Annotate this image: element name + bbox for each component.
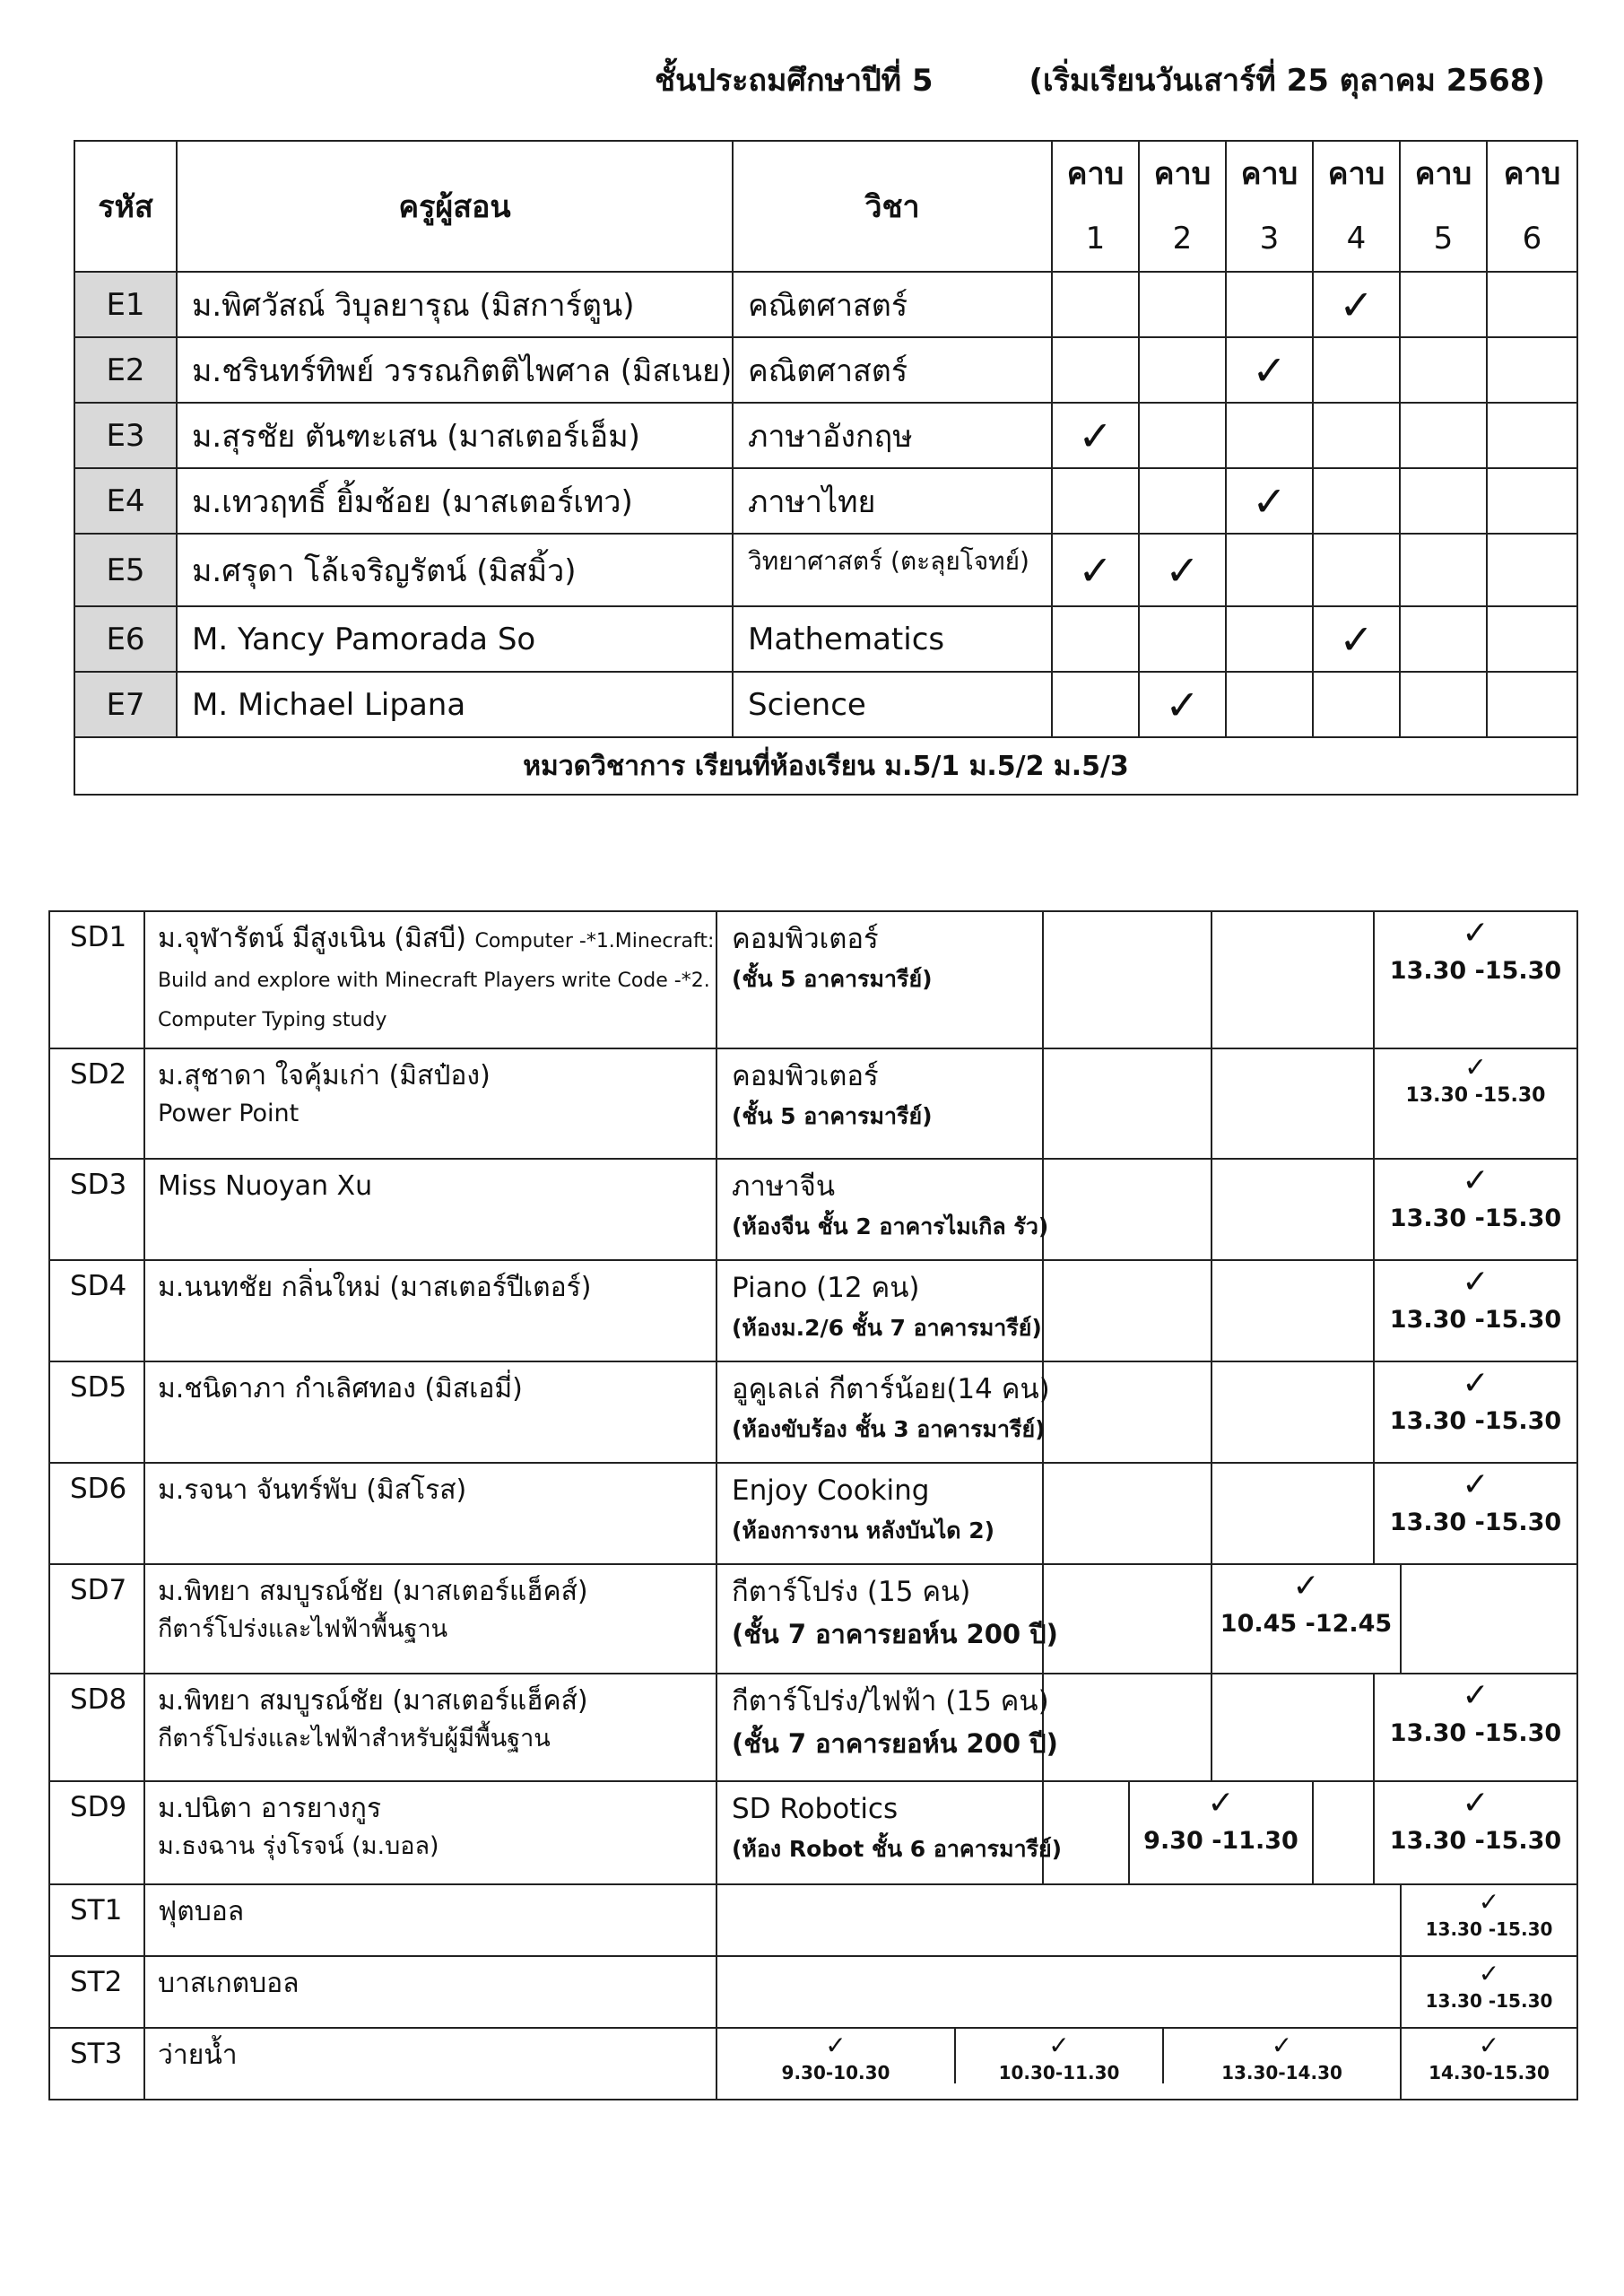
row-teacher: ม.ชรินทร์ทิพย์ วรรณกิตติไพศาล (มิสเนย) (177, 337, 733, 403)
slot-time: 13.30 -15.30 (1389, 1204, 1562, 1232)
slot-time: 13.30 -15.30 (1389, 1305, 1562, 1334)
row-code: E3 (74, 403, 177, 468)
row-teacher-line2: กีตาร์โปร่งและไฟฟ้าพื้นฐาน (158, 1614, 448, 1643)
row-teacher: ม.ปนิตา อารยางกูร ม.ธงฉาน รุ่งโรจน์ (ม.บอล) (144, 1781, 716, 1884)
row-subject: คณิตศาสตร์ (733, 272, 1052, 337)
check-icon: ✓ (1462, 915, 1489, 952)
row-teacher: ม.พิทยา สมบูรณ์ชัย (มาสเตอร์แฮ็คส์) กีตาร์โปร่งและไฟฟ้าพื้นฐาน (144, 1564, 716, 1674)
row-location: (ห้องม.2/6 ชั้น 7 อาคารมารีย์) (732, 1314, 1042, 1341)
row-teacher: M. Michael Lipana (177, 672, 733, 737)
row-subject: อูคูเลเล่ กีตาร์น้อย(14 คน) (ห้องขับร้อง ชั้น 3 อาคารมารีย์) (716, 1361, 1043, 1463)
check-icon: ✓ (1048, 2031, 1070, 2060)
slot-time: 13.30 -15.30 (1389, 1718, 1562, 1747)
table-row (49, 1463, 1577, 1564)
check-icon: ✓ (1478, 1887, 1500, 1917)
table-row (49, 1781, 1577, 1884)
header-period-6: คาบ 6 (1487, 141, 1577, 272)
check-icon: ✓ (1462, 1677, 1489, 1714)
check-icon: ✓ (1052, 403, 1139, 468)
time-slot (1374, 1463, 1577, 1564)
time-slot (1374, 1260, 1577, 1361)
check-icon: ✓ (1139, 534, 1226, 606)
row-teacher: ฟุตบอล (144, 1884, 716, 1956)
check-icon: ✓ (1462, 1785, 1489, 1822)
row-teacher: ม.นนทชัย กลิ่นใหม่ (มาสเตอร์ปีเตอร์) (144, 1260, 716, 1361)
swim-time-slots (717, 2029, 1400, 2083)
row-location: (ห้องการงาน หลังบันได 2) (732, 1517, 995, 1544)
table-row (49, 1048, 1577, 1159)
table-row (49, 1159, 1577, 1260)
check-icon: ✓ (1313, 606, 1400, 672)
activity-schedule-table (48, 910, 1578, 2100)
time-slot (1211, 1564, 1401, 1674)
row-teacher: ม.ศรุดา โล้เจริญรัตน์ (มิสมิ้ว) (177, 534, 733, 606)
row-location: (ห้อง Robot ชั้น 6 อาคารมารีย์) (732, 1835, 1063, 1862)
time-slot (1374, 1361, 1577, 1463)
table-row (74, 403, 1577, 468)
row-subject: กีตาร์โปร่ง (15 คน) (ชั้น 7 อาคารยอห์น 200 ปี) (716, 1564, 1043, 1674)
table-row (49, 1674, 1577, 1781)
row-teacher: ม.สุรชัย ตันฑะเสน (มาสเตอร์เอ็ม) (177, 403, 733, 468)
row-teacher: Miss Nuoyan Xu (144, 1159, 716, 1260)
time-slot (1401, 2028, 1577, 2100)
table-row (74, 337, 1577, 403)
grade-label: ชั้นประถมศึกษาปีที่ 5 (655, 63, 934, 99)
row-teacher: ม.พิทยา สมบูรณ์ชัย (มาสเตอร์แฮ็คส์) กีตาร์โปร่งและไฟฟ้าสำหรับผู้มีพื้นฐาน (144, 1674, 716, 1781)
table-row (49, 911, 1577, 1048)
row-subject: ภาษาจีน (ห้องจีน ชั้น 2 อาคารไมเกิล รัว) (716, 1159, 1043, 1260)
page-title (655, 56, 1545, 104)
slot-time: 13.30 -15.30 (1389, 956, 1562, 985)
row-subject: วิทยาศาสตร์ (ตะลุยโจทย์) (733, 534, 1052, 606)
table-row (49, 1956, 1577, 2028)
time-slot (1374, 1781, 1577, 1884)
row-subject: คอมพิวเตอร์ (ชั้น 5 อาคารมารีย์) (716, 1048, 1043, 1159)
row-code: E4 (74, 468, 177, 534)
slot-time: 9.30 -11.30 (1143, 1826, 1298, 1855)
slot-time: 13.30 -15.30 (1425, 1918, 1553, 1940)
check-icon: ✓ (1139, 672, 1226, 737)
row-subject: SD Robotics (ห้อง Robot ชั้น 6 อาคารมารีย์) (716, 1781, 1043, 1884)
row-teacher: ม.เทวฤทธิ์ ยิ้มช้อย (มาสเตอร์เทว) (177, 468, 733, 534)
row-subject: Piano (12 คน) (ห้องม.2/6 ชั้น 7 อาคารมารีย์) (716, 1260, 1043, 1361)
check-icon: ✓ (1052, 534, 1139, 606)
table-row (49, 2028, 1577, 2100)
row-location: (ชั้น 5 อาคารมารีย์) (732, 965, 933, 992)
header-period-1: คาบ 1 (1052, 141, 1139, 272)
row-teacher: ม.พิศวัสณ์ วิบุลยารุณ (มิสการ์ตูน) (177, 272, 733, 337)
time-slot (1129, 1781, 1313, 1884)
row-subject: ภาษาอังกฤษ (733, 403, 1052, 468)
row-subject: Mathematics (733, 606, 1052, 672)
check-icon: ✓ (1478, 1959, 1500, 1988)
time-slot (956, 2029, 1164, 2083)
time-slot (1401, 1956, 1577, 2028)
row-subject: กีตาร์โปร่ง/ไฟฟ้า (15 คน) (ชั้น 7 อาคารยอห์น 200 ปี) (716, 1674, 1043, 1781)
row-code: SD6 (49, 1463, 144, 1564)
time-slot (1374, 1159, 1577, 1260)
check-icon: ✓ (825, 2031, 847, 2060)
time-slot (1401, 1884, 1577, 1956)
slot-time: 10.30-11.30 (998, 2061, 1120, 2083)
table-row (49, 1564, 1577, 1674)
check-icon: ✓ (1478, 2031, 1500, 2060)
start-date: (เริ่มเรียนวันเสาร์ที่ 25 ตุลาคม 2568) (1029, 63, 1545, 99)
slot-time: 9.30-10.30 (781, 2061, 890, 2083)
header-period-2: คาบ 2 (1139, 141, 1226, 272)
table-footer-row (74, 737, 1577, 795)
row-code: SD1 (49, 911, 144, 1048)
row-subject: Enjoy Cooking (ห้องการงาน หลังบันได 2) (716, 1463, 1043, 1564)
row-location: (ชั้น 5 อาคารมารีย์) (732, 1102, 933, 1129)
table-row (74, 672, 1577, 737)
row-location: (ชั้น 7 อาคารยอห์น 200 ปี) (732, 1618, 1058, 1649)
table-row (49, 1361, 1577, 1463)
row-code: SD4 (49, 1260, 144, 1361)
table-row (49, 1260, 1577, 1361)
check-icon: ✓ (1226, 337, 1313, 403)
row-code: SD7 (49, 1564, 144, 1674)
header-teacher: ครูผู้สอน (177, 141, 733, 272)
time-slot (1374, 1674, 1577, 1781)
table-row (74, 468, 1577, 534)
header-subject: วิชา (733, 141, 1052, 272)
row-code: SD8 (49, 1674, 144, 1781)
check-icon: ✓ (1462, 1264, 1489, 1300)
time-slot (1164, 2029, 1400, 2083)
row-teacher: ม.รจนา จันทร์พับ (มิสโรส) (144, 1463, 716, 1564)
row-teacher-note: Computer -*1.Minecraft: Build and explore with Minecraft Players write Code -*2. Computer Typing study (158, 930, 715, 1031)
row-subject: คณิตศาสตร์ (733, 337, 1052, 403)
slot-time: 13.30 -15.30 (1389, 1406, 1562, 1435)
row-code: E2 (74, 337, 177, 403)
row-code: E5 (74, 534, 177, 606)
row-code: ST3 (49, 2028, 144, 2100)
row-subject: ภาษาไทย (733, 468, 1052, 534)
table-row (74, 272, 1577, 337)
row-subject: คอมพิวเตอร์ (ชั้น 5 อาคารมารีย์) (716, 911, 1043, 1048)
row-teacher: บาสเกตบอล (144, 1956, 716, 2028)
row-teacher: ม.สุชาดา ใจคุ้มเก่า (มิสป๋อง) Power Point (144, 1048, 716, 1159)
slot-time: 10.45 -12.45 (1220, 1609, 1393, 1638)
row-teacher: ม.จุฬารัตน์ มีสูงเนิน (มิสบี) Computer -*1.Minecraft: Build and explore with Minecraft Players write Code -*2. Computer Typing study (144, 911, 716, 1048)
header-code: รหัส (74, 141, 177, 272)
row-code: SD9 (49, 1781, 144, 1884)
table-row (74, 606, 1577, 672)
check-icon: ✓ (1313, 272, 1400, 337)
academic-schedule-table (74, 140, 1578, 796)
time-slot (717, 2029, 956, 2083)
row-code: ST1 (49, 1884, 144, 1956)
slot-time: 14.30-15.30 (1429, 2061, 1550, 2083)
row-teacher-line2: ม.ธงฉาน รุ่งโรจน์ (ม.บอล) (158, 1831, 439, 1860)
row-code: E7 (74, 672, 177, 737)
check-icon: ✓ (1271, 2031, 1293, 2060)
table-footer-note: หมวดวิชาการ เรียนที่ห้องเรียน ม.5/1 ม.5/2 ม.5/3 (74, 737, 1577, 795)
header-period-5: คาบ 5 (1400, 141, 1487, 272)
row-teacher-line2: Power Point (158, 1099, 300, 1127)
table-row (74, 534, 1577, 606)
row-location: (ห้องจีน ชั้น 2 อาคารไมเกิล รัว) (732, 1213, 1049, 1239)
row-teacher: M. Yancy Pamorada So (177, 606, 733, 672)
row-teacher: ว่ายน้ำ (144, 2028, 716, 2100)
time-slot (1374, 1048, 1577, 1159)
slot-time: 13.30 -15.30 (1425, 1989, 1553, 2012)
row-location: (ชั้น 7 อาคารยอห์น 200 ปี) (732, 1727, 1058, 1759)
row-code: E6 (74, 606, 177, 672)
header-period-4: คาบ 4 (1313, 141, 1400, 272)
time-slot (1374, 911, 1577, 1048)
row-subject: Science (733, 672, 1052, 737)
check-icon: ✓ (1462, 1466, 1489, 1503)
row-code: ST2 (49, 1956, 144, 2028)
slot-time: 13.30-14.30 (1221, 2061, 1342, 2083)
row-teacher-line2: กีตาร์โปร่งและไฟฟ้าสำหรับผู้มีพื้นฐาน (158, 1724, 551, 1752)
row-teacher: ม.ชนิดาภา กำเลิศทอง (มิสเอมี่) (144, 1361, 716, 1463)
row-location: (ห้องขับร้อง ชั้น 3 อาคารมารีย์) (732, 1415, 1046, 1442)
slot-time: 13.30 -15.30 (1389, 1508, 1562, 1536)
table-row (49, 1884, 1577, 1956)
check-icon: ✓ (1226, 468, 1313, 534)
slot-time: 13.30 -15.30 (1389, 1826, 1562, 1855)
table-header-row (74, 141, 1577, 272)
row-code: SD3 (49, 1159, 144, 1260)
check-icon: ✓ (1463, 1052, 1488, 1083)
check-icon: ✓ (1292, 1568, 1320, 1605)
header-period-3: คาบ 3 (1226, 141, 1313, 272)
row-code: E1 (74, 272, 177, 337)
row-code: SD2 (49, 1048, 144, 1159)
row-code: SD5 (49, 1361, 144, 1463)
check-icon: ✓ (1462, 1365, 1489, 1402)
check-icon: ✓ (1207, 1785, 1235, 1822)
check-icon: ✓ (1462, 1162, 1489, 1199)
slot-time: 13.30 -15.30 (1405, 1084, 1546, 1107)
